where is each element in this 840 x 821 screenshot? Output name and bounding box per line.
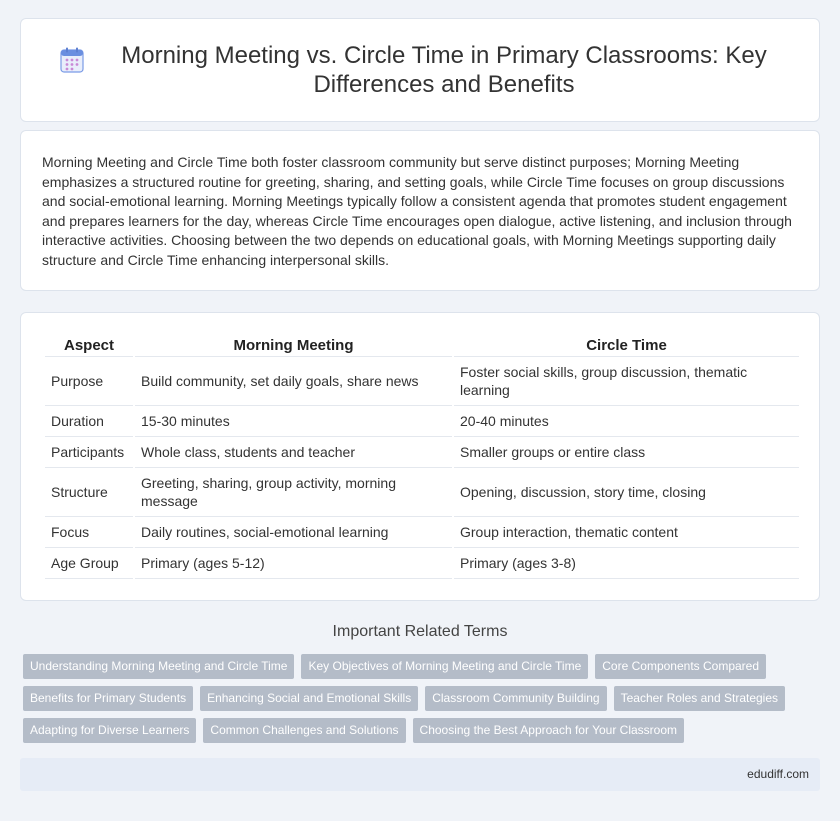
table-row bbox=[45, 437, 799, 468]
page-title: Morning Meeting vs. Circle Time in Primary Classrooms: Key Differences and Benefits bbox=[121, 42, 767, 98]
cell-circle-time: Group interaction, thematic content bbox=[454, 517, 799, 548]
related-tag[interactable]: Key Objectives of Morning Meeting and Circle Time bbox=[301, 654, 588, 679]
related-tag[interactable]: Enhancing Social and Emotional Skills bbox=[200, 686, 418, 711]
cell-aspect: Focus bbox=[45, 517, 133, 548]
tag-row bbox=[23, 718, 823, 750]
cell-circle-time: Smaller groups or entire class bbox=[454, 437, 799, 468]
header-card bbox=[20, 18, 820, 122]
related-tag[interactable]: Classroom Community Building bbox=[425, 686, 606, 711]
cell-aspect: Participants bbox=[45, 437, 133, 468]
comparison-table bbox=[43, 331, 801, 579]
tag-row bbox=[23, 686, 823, 718]
related-tag[interactable]: Adapting for Diverse Learners bbox=[23, 718, 196, 743]
intro-paragraph: Morning Meeting and Circle Time both foster classroom community but serve distinct purposes; Morning Meeting emphasizes a structured routine for greeting, sharing, and setting goals, while Circle Time focuses on group discussions and social-emotional learning. Morning Meetings typically follow a consistent agenda that promotes student engagement and prepares learners for the day, whereas Circle Time encourages open dialogue, active listening, and inclusion through interactive activities. Choosing between the two depends on educational goals, with Morning Meetings supporting daily structure and Circle Time enhancing interpersonal skills. bbox=[42, 154, 792, 268]
related-tag[interactable]: Choosing the Best Approach for Your Classroom bbox=[413, 718, 684, 743]
related-tag[interactable]: Teacher Roles and Strategies bbox=[614, 686, 785, 711]
cell-morning-meeting: Primary (ages 5-12) bbox=[135, 548, 452, 579]
related-tag[interactable]: Benefits for Primary Students bbox=[23, 686, 193, 711]
cell-morning-meeting: 15-30 minutes bbox=[135, 406, 452, 437]
cell-morning-meeting: Greeting, sharing, group activity, morning message bbox=[135, 468, 452, 517]
related-tag[interactable]: Core Components Compared bbox=[595, 654, 766, 679]
table-header-row bbox=[45, 331, 799, 357]
table-row bbox=[45, 548, 799, 579]
cell-aspect: Purpose bbox=[45, 357, 133, 406]
cell-morning-meeting: Whole class, students and teacher bbox=[135, 437, 452, 468]
footer bbox=[20, 758, 820, 791]
title-wrap bbox=[60, 41, 780, 99]
related-terms-title: Important Related Terms bbox=[332, 623, 508, 640]
table-row bbox=[45, 406, 799, 437]
cell-circle-time: Primary (ages 3-8) bbox=[454, 548, 799, 579]
intro-card bbox=[20, 130, 820, 291]
related-terms-tags bbox=[23, 654, 823, 750]
cell-aspect: Age Group bbox=[45, 548, 133, 579]
cell-circle-time: Opening, discussion, story time, closing bbox=[454, 468, 799, 517]
related-tag[interactable]: Common Challenges and Solutions bbox=[203, 718, 405, 743]
cell-aspect: Duration bbox=[45, 406, 133, 437]
header-aspect: Aspect bbox=[45, 331, 133, 357]
calendar-icon bbox=[60, 47, 84, 73]
cell-morning-meeting: Build community, set daily goals, share news bbox=[135, 357, 452, 406]
cell-circle-time: 20-40 minutes bbox=[454, 406, 799, 437]
tag-row bbox=[23, 654, 823, 686]
comparison-table-card bbox=[20, 312, 820, 601]
related-tag[interactable]: Understanding Morning Meeting and Circle Time bbox=[23, 654, 294, 679]
footer-site-link[interactable]: edudiff.com bbox=[747, 767, 809, 781]
header-circle-time: Circle Time bbox=[454, 331, 799, 357]
table-row bbox=[45, 357, 799, 406]
table-row bbox=[45, 517, 799, 548]
cell-morning-meeting: Daily routines, social-emotional learning bbox=[135, 517, 452, 548]
table-row bbox=[45, 468, 799, 517]
header-morning-meeting: Morning Meeting bbox=[135, 331, 452, 357]
cell-circle-time: Foster social skills, group discussion, thematic learning bbox=[454, 357, 799, 406]
cell-aspect: Structure bbox=[45, 468, 133, 517]
